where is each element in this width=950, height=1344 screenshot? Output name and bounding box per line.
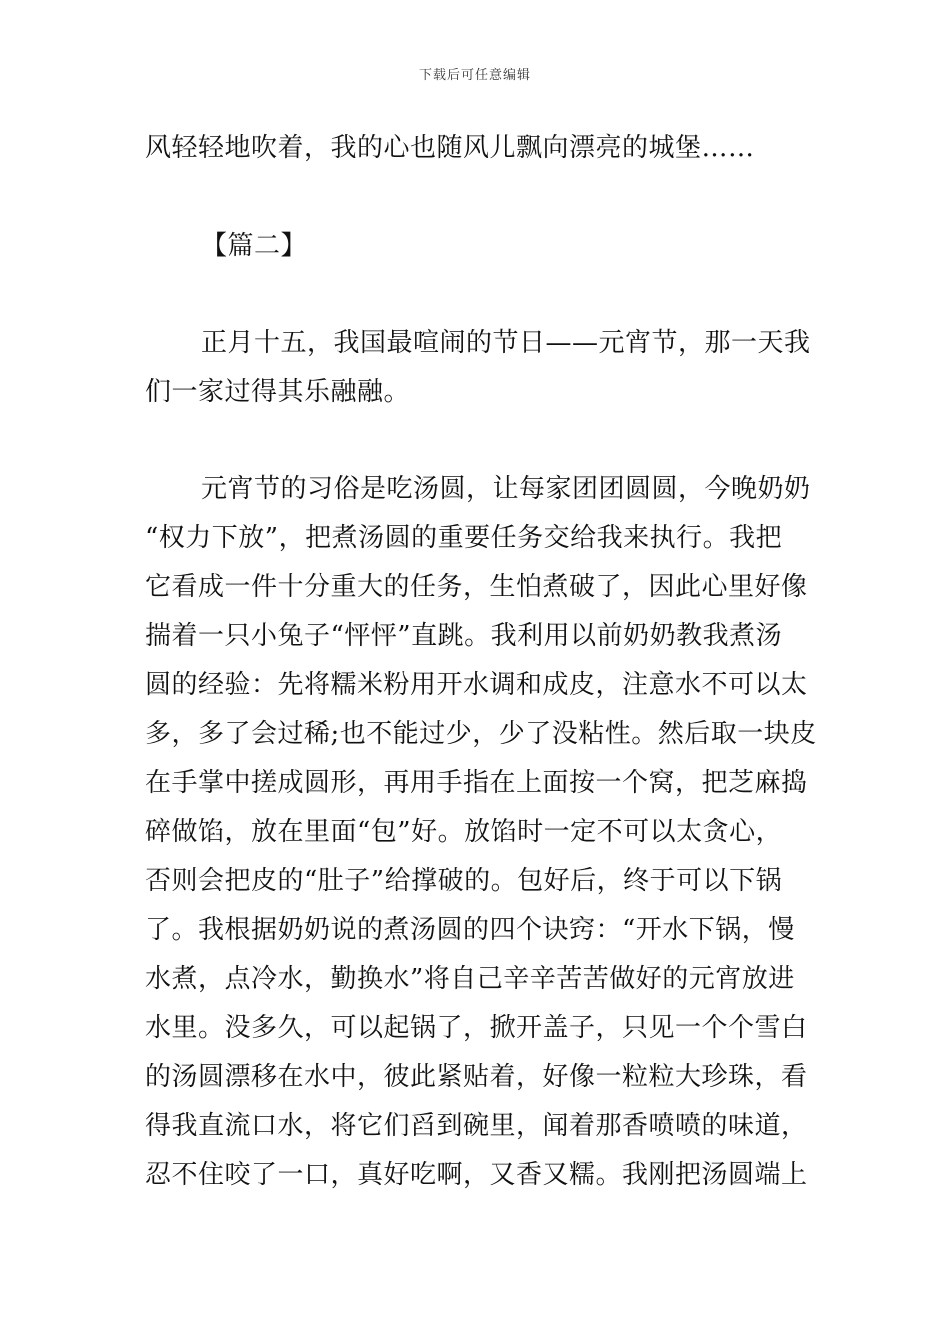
page-header: 下载后可任意编辑 — [418, 68, 531, 83]
text-line: 了。我根据奶奶说的煮汤圆的四个诀窍：“开水下锅，慢 — [145, 915, 795, 945]
text-line: 元宵节的习俗是吃汤圆，让每家团团圆圆，今晚奶奶 — [201, 474, 811, 504]
paragraph-1 — [145, 124, 809, 173]
section-heading — [145, 222, 809, 271]
text-line: 得我直流口水，将它们舀到碗里，闻着那香喷喷的味道， — [145, 1111, 808, 1141]
text-line: 风轻轻地吹着，我的心也随风儿飘向漂亮的城堡…… — [145, 133, 755, 163]
text-line: 多，多了会过稀;也不能过少，少了没粘性。然后取一块皮 — [145, 719, 817, 749]
text-line: 揣着一只小兔子“怦怦”直跳。我利用以前奶奶教我煮汤 — [145, 621, 783, 651]
text-line: 它看成一件十分重大的任务，生怕煮破了，因此心里好像 — [145, 572, 808, 602]
paragraph-2 — [145, 319, 809, 417]
text-line: 水里。没多久，可以起锅了，掀开盖子，只见一个个雪白 — [145, 1013, 808, 1043]
text-line: 碎做馅，放在里面“包”好。放馅时一定不可以太贪心， — [145, 817, 783, 847]
text-line: 忍不住咬了一口，真好吃啊，又香又糯。我刚把汤圆端上 — [145, 1160, 808, 1190]
text-line: 否则会把皮的“肚子”给撑破的。包好后，终于可以下锅 — [145, 866, 783, 896]
text-line: 们一家过得其乐融融。 — [145, 377, 411, 407]
text-line: 圆的经验：先将糯米粉用开水调和成皮，注意水不可以太 — [145, 670, 808, 700]
text-line: 的汤圆漂移在水中，彼此紧贴着，好像一粒粒大珍珠，看 — [145, 1062, 808, 1092]
paragraph-3 — [145, 465, 817, 1200]
text-line: 水煮，点冷水，勤换水”将自己辛辛苦苦做好的元宵放进 — [145, 964, 795, 994]
section-title: 【篇二】 — [201, 231, 308, 261]
text-line: “权力下放”，把煮汤圆的重要任务交给我来执行。我把 — [145, 523, 783, 553]
text-line: 在手掌中搓成圆形，再用手指在上面按一个窝，把芝麻捣 — [145, 768, 808, 798]
document-body — [145, 124, 817, 1200]
text-line: 正月十五，我国最喧闹的节日——元宵节，那一天我 — [201, 328, 811, 358]
